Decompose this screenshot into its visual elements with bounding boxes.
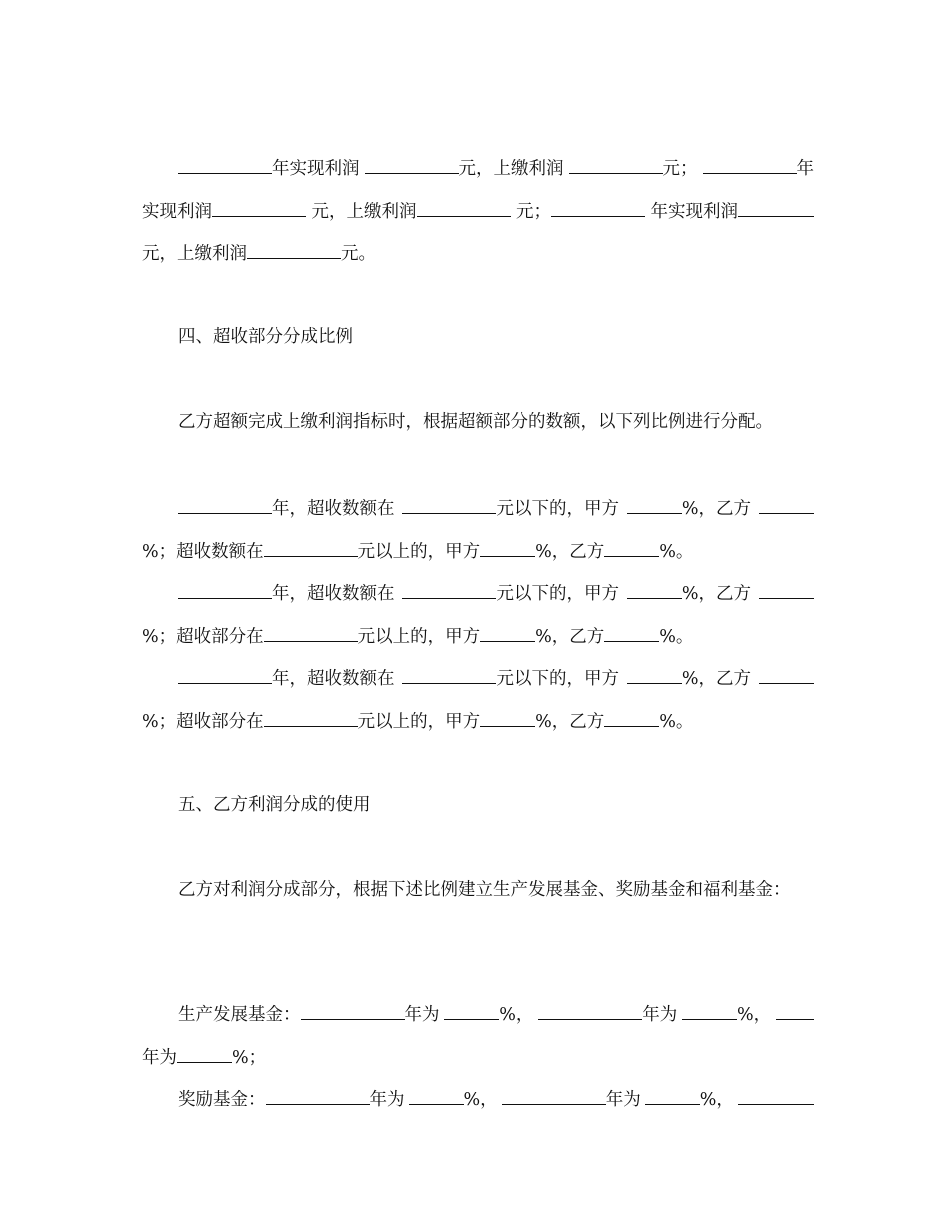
text: %，乙方 (535, 542, 605, 562)
text: %，乙方 (681, 499, 752, 519)
text: %；超收数额在 (142, 542, 264, 562)
blank[interactable] (178, 156, 272, 174)
blank[interactable] (569, 156, 663, 174)
text: 年，超收数额在 (272, 584, 395, 604)
blank[interactable] (645, 1087, 700, 1105)
blank[interactable] (738, 1087, 814, 1105)
text: 元； (662, 159, 698, 179)
blank[interactable] (178, 666, 272, 684)
text: %；超收部分在 (142, 712, 264, 732)
ratio-row-3b (142, 709, 814, 733)
blank[interactable] (247, 241, 341, 259)
fund-production-line-1 (178, 1002, 814, 1026)
blank[interactable] (178, 581, 272, 599)
blank[interactable] (759, 666, 814, 684)
text: %， (463, 1090, 498, 1110)
blank[interactable] (604, 539, 659, 557)
text: 年实现利润 (272, 159, 360, 179)
blank[interactable] (776, 1002, 814, 1020)
ratio-row-2a (178, 581, 814, 605)
text: 年实现利润 (650, 202, 738, 222)
blank[interactable] (480, 539, 535, 557)
ratio-row-1b (142, 539, 814, 563)
blank[interactable] (402, 496, 496, 514)
blank[interactable] (604, 624, 659, 642)
text: 年为 (605, 1090, 641, 1110)
text: 元以上的，甲方 (357, 542, 481, 562)
blank[interactable] (551, 199, 645, 217)
blank[interactable] (703, 156, 797, 174)
blank[interactable] (178, 496, 272, 514)
blank[interactable] (177, 1045, 232, 1063)
ratio-row-1a (178, 496, 814, 520)
text: %，乙方 (535, 712, 605, 732)
section-intro-5: 乙方对利润分成部分，根据下述比例建立生产发展基金、奖励基金和福利基金： (178, 880, 791, 900)
blank[interactable] (365, 156, 459, 174)
text: 元以下的，甲方 (496, 584, 619, 604)
text: 年，超收数额在 (272, 499, 395, 519)
text: 元； (516, 202, 551, 222)
blank[interactable] (212, 199, 306, 217)
blank[interactable] (480, 624, 535, 642)
profit-line-1 (178, 156, 814, 180)
fund-production-line-2 (142, 1045, 814, 1069)
text: 实现利润 (142, 202, 212, 222)
blank[interactable] (301, 1002, 405, 1020)
blank[interactable] (738, 199, 814, 217)
ratio-row-2b (142, 624, 814, 648)
section-intro-4: 乙方超额完成上缴利润指标时，根据超额部分的数额，以下列比例进行分配。 (178, 412, 773, 432)
text: %，乙方 (681, 669, 752, 689)
blank[interactable] (759, 581, 814, 599)
blank[interactable] (402, 581, 496, 599)
text: 年为 (642, 1005, 678, 1025)
blank[interactable] (627, 581, 682, 599)
blank[interactable] (264, 624, 358, 642)
text: 年 (796, 159, 814, 179)
blank[interactable] (759, 496, 814, 514)
fund-reward-line-1 (178, 1087, 814, 1111)
blank[interactable] (266, 1087, 370, 1105)
text: 年，超收数额在 (272, 669, 395, 689)
section-heading-4: 四、超收部分分成比例 (178, 327, 353, 347)
text: %； (232, 1048, 267, 1068)
text: 元以下的，甲方 (496, 669, 619, 689)
text: 元，上缴利润 (458, 159, 564, 179)
text: %。 (659, 627, 694, 647)
blank[interactable] (682, 1002, 737, 1020)
ratio-row-3a (178, 666, 814, 690)
profit-line-2 (142, 199, 814, 223)
blank[interactable] (417, 199, 511, 217)
text: 元以下的，甲方 (496, 499, 619, 519)
text: %，乙方 (681, 584, 752, 604)
blank[interactable] (264, 709, 358, 727)
blank[interactable] (480, 709, 535, 727)
text: 年为 (142, 1048, 177, 1068)
section-heading-5: 五、乙方利润分成的使用 (178, 795, 371, 815)
text: %；超收部分在 (142, 627, 264, 647)
blank[interactable] (627, 666, 682, 684)
blank[interactable] (409, 1087, 464, 1105)
text: 元，上缴利润 (311, 202, 417, 222)
text: %， (737, 1005, 772, 1025)
blank[interactable] (402, 666, 496, 684)
blank[interactable] (627, 496, 682, 514)
text: 元以上的，甲方 (357, 712, 481, 732)
profit-line-3 (142, 241, 814, 265)
text: %。 (659, 542, 694, 562)
blank[interactable] (444, 1002, 499, 1020)
blank[interactable] (502, 1087, 606, 1105)
text: %。 (659, 712, 694, 732)
blank[interactable] (538, 1002, 642, 1020)
text: %， (499, 1005, 534, 1025)
text: 年为 (369, 1090, 405, 1110)
text: 生产发展基金： (178, 1005, 301, 1025)
blank[interactable] (604, 709, 659, 727)
text: 年为 (404, 1005, 440, 1025)
text: 奖励基金： (178, 1090, 266, 1110)
text: 元，上缴利润 (142, 244, 247, 264)
text: 元以上的，甲方 (357, 627, 481, 647)
blank[interactable] (264, 539, 358, 557)
text: %，乙方 (535, 627, 605, 647)
text: %， (699, 1090, 734, 1110)
text: 元。 (341, 244, 376, 264)
